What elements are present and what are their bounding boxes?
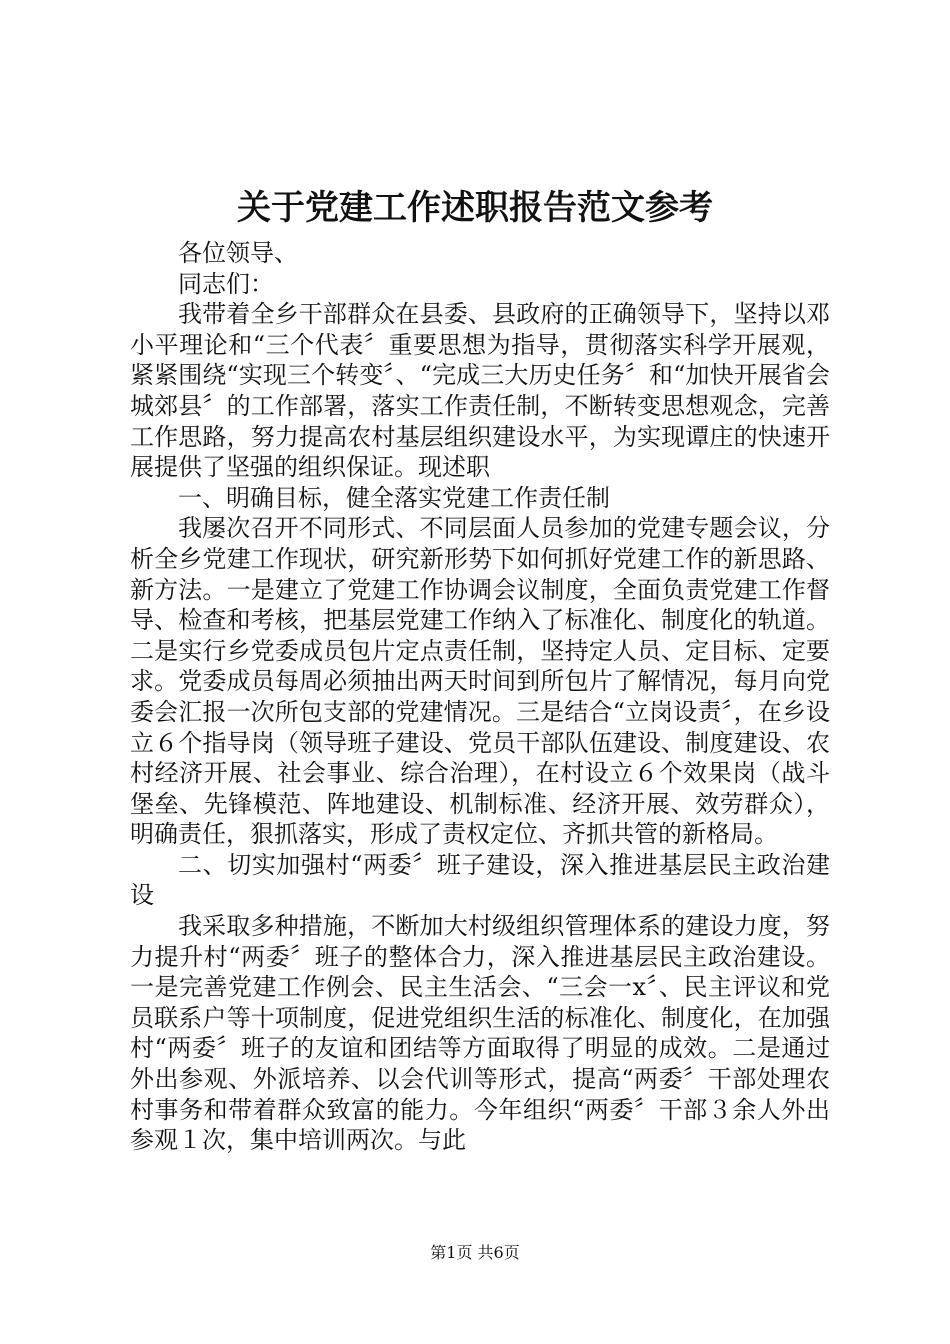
document-title: 关于党建工作述职报告范文参考 xyxy=(237,188,713,228)
section-heading-2: 二、切实加强村“两委〞班子建设，深入推进基层民主政治建设 xyxy=(130,850,830,910)
document-body xyxy=(130,238,830,1156)
section-1-paragraph: 我屡次召开不同形式、不同层面人员参加的党建专题会议，分析全乡党建工作现状，研究新形势下如何抓好党建工作的新思路、新方法。一是建立了党建工作协调会议制度，全面负责党建工作督导、检查和考核，把基层党建工作纳入了标准化、制度化的轨道。二是实行乡党委成员包片定点责任制，坚持定人员、定目标、定要求。党委成员每周必须抽出两天时间到所包片了解情况，每月向党委会汇报一次所包支部的党建情况。三是结合“立岗设责〞，在乡设立６个指导岗（领导班子建设、党员干部队伍建设、制度建设、农村经济开展、社会事业、综合治理），在村设立６个效果岗（战斗堡垒、先锋模范、阵地建设、机制标准、经济开展、效劳群众），明确责任，狠抓落实，形成了责权定位、齐抓共管的新格局。 xyxy=(130,514,830,849)
section-heading-1: 一、明确目标，健全落实党建工作责任制 xyxy=(178,483,610,512)
intro-paragraph: 我带着全乡干部群众在县委、县政府的正确领导下，坚持以邓小平理论和“三个代表〞重要思想为指导，贯彻落实科学开展观，紧紧围绕“实现三个转变〞、“完成三大历史任务〞和“加快开展省会城郊县〞的工作部署，落实工作责任制，不断转变思想观念，完善工作思路，努力提高农村基层组织建设水平，为实现谭庄的快速开展提供了坚强的组织保证。现述职 xyxy=(130,300,830,482)
page-footer: 第1页 共6页 xyxy=(430,1243,520,1262)
salutation-line-2: 同志们： xyxy=(178,269,274,298)
section-2-paragraph: 我采取多种措施，不断加大村级组织管理体系的建设力度，努力提升村“两委〞班子的整体合力，深入推进基层民主政治建设。一是完善党建工作例会、民主生活会、“三会一x〞、民主评议和党员联系户等十项制度，促进党组织生活的标准化、制度化，在加强村“两委〞班子的友谊和团结等方面取得了明显的成效。二是通过外出参观、外派培养、以会代训等形式，提高“两委〞干部处理农村事务和带着群众致富的能力。今年组织“两委〞干部３余人外出参观１次，集中培训两次。与此 xyxy=(130,912,830,1155)
salutation-line-1: 各位领导、 xyxy=(178,239,298,267)
